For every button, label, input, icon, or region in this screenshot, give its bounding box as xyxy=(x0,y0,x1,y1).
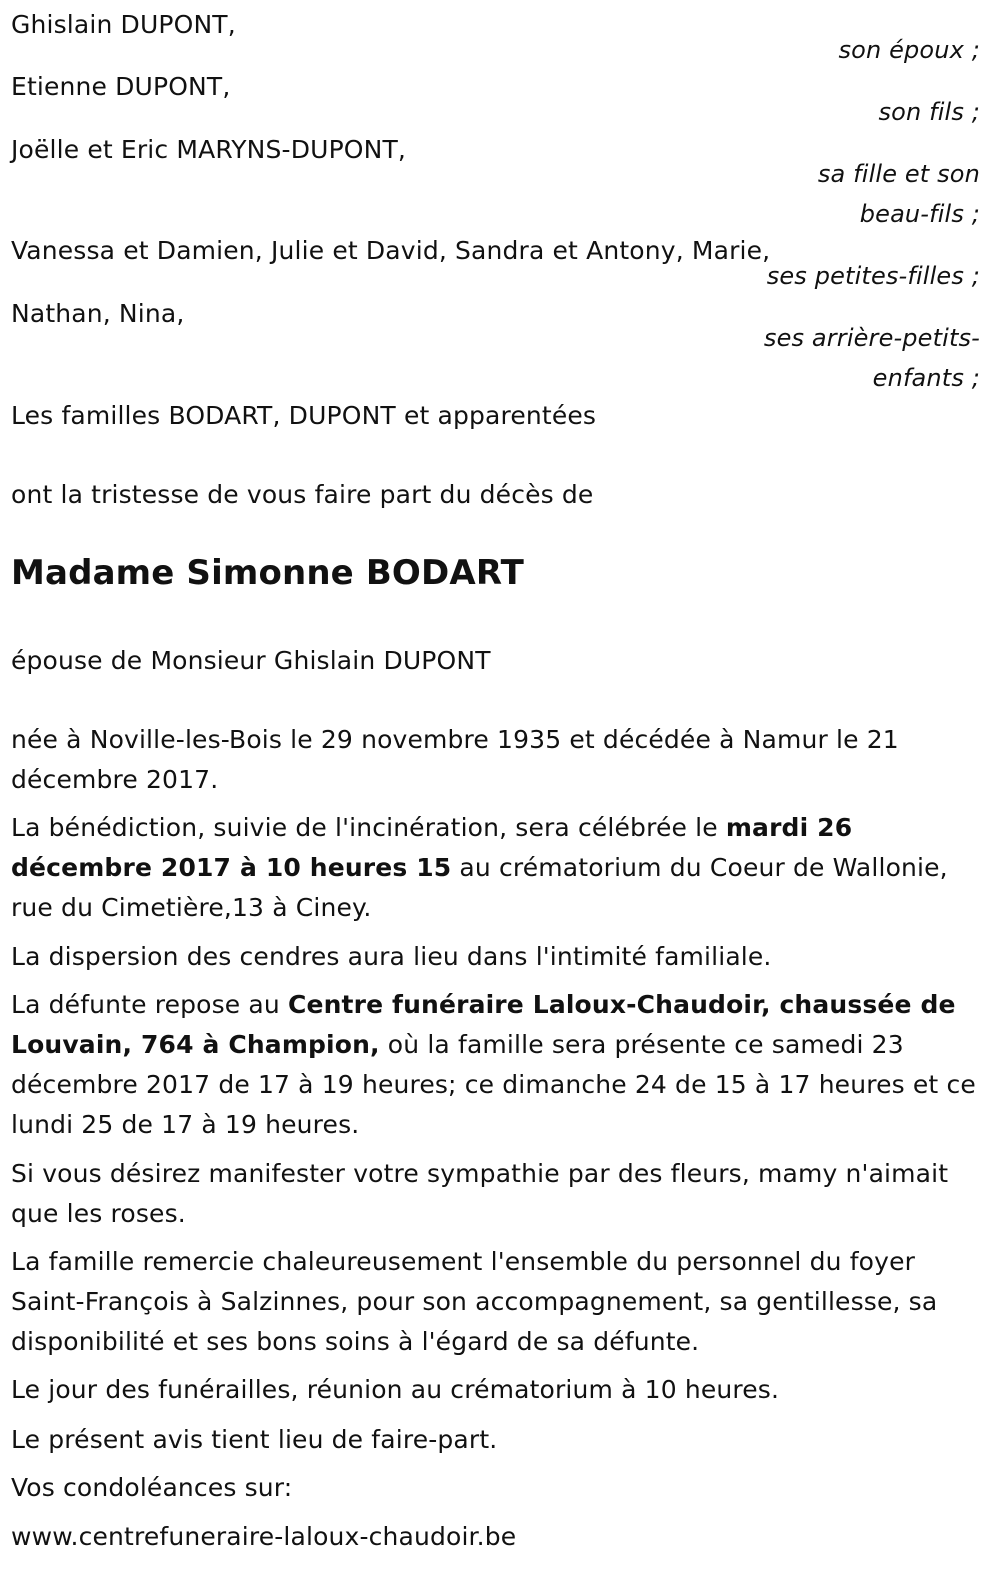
spouse-line: épouse de Monsieur Ghislain DUPONT xyxy=(11,646,491,675)
family-role-2: son fils ; xyxy=(878,98,980,126)
family-name-5: Nathan, Nina, xyxy=(11,299,185,328)
deceased-name: Madame Simonne BODART xyxy=(11,553,524,593)
condolences-label: Vos condoléances sur: xyxy=(11,1473,293,1502)
flowers-paragraph: Si vous désirez manifester votre sympathie par des fleurs, mamy n'aimait que les roses. xyxy=(11,1159,949,1228)
ceremony-text-pre: La bénédiction, suivie de l'incinération, sera célébrée le xyxy=(11,813,726,842)
birth-death-paragraph: née à Noville-les-Bois le 29 novembre 1935 et décédée à Namur le 21 décembre 2017. xyxy=(11,725,899,794)
thanks-paragraph: La famille remercie chaleureusement l'ensemble du personnel du foyer Saint-François à Salzinnes, pour son accompagnement, sa gentillesse, sa disponibilité et ses bons soins à l'égard de sa défunte. xyxy=(11,1247,938,1356)
ceremony-paragraph xyxy=(11,808,976,928)
intro-line: ont la tristesse de vous faire part du décès de xyxy=(11,480,594,509)
family-role-3-line1: sa fille et son xyxy=(817,160,980,188)
families-line: Les familles BODART, DUPONT et apparentées xyxy=(11,401,597,430)
family-name-4: Vanessa et Damien, Julie et David, Sandra et Antony, Marie, xyxy=(11,236,771,265)
notice-paragraph: Le présent avis tient lieu de faire-part. xyxy=(11,1425,498,1454)
meeting-paragraph: Le jour des funérailles, réunion au crématorium à 10 heures. xyxy=(11,1375,780,1404)
family-role-5-line2: enfants ; xyxy=(872,364,980,392)
repose-paragraph xyxy=(11,985,976,1145)
family-name-2: Etienne DUPONT, xyxy=(11,72,231,101)
family-role-3-line2: beau-fils ; xyxy=(859,200,980,228)
website-link[interactable]: www.centrefuneraire-laloux-chaudoir.be xyxy=(11,1522,517,1551)
dispersion-paragraph: La dispersion des cendres aura lieu dans l'intimité familiale. xyxy=(11,942,772,971)
repose-text-pre: La défunte repose au xyxy=(11,990,288,1019)
repose-text-post: où la famille sera présente ce samedi 23 décembre 2017 de 17 à 19 heures; ce dimanche 24 de 15 à 17 heures et ce lundi 25 de 17 à 19 heures. xyxy=(11,1030,976,1139)
family-name-1: Ghislain DUPONT, xyxy=(11,10,236,39)
family-role-5-line1: ses arrière-petits- xyxy=(763,324,980,352)
ceremony-date: mardi 26 décembre 2017 à 10 heures 15 xyxy=(11,813,853,882)
family-name-3: Joëlle et Eric MARYNS-DUPONT, xyxy=(11,135,406,164)
family-role-4: ses petites-filles ; xyxy=(766,262,980,290)
family-role-1: son époux ; xyxy=(838,36,980,64)
repose-location: Centre funéraire Laloux-Chaudoir, chaussée de Louvain, 764 à Champion, xyxy=(11,990,956,1059)
ceremony-text-post: au crématorium du Coeur de Wallonie, rue du Cimetière,13 à Ciney. xyxy=(11,853,948,922)
